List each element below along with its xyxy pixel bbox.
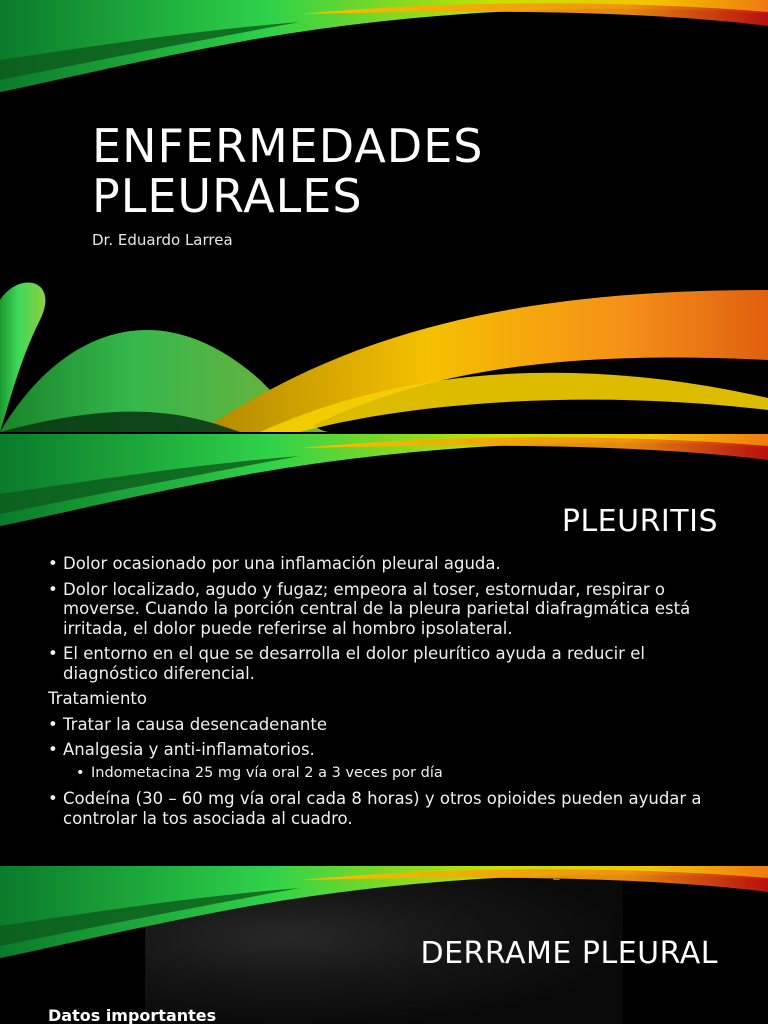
title-line-2: PLEURALES — [92, 169, 363, 223]
title-line-1: ENFERMEDADES — [92, 119, 484, 173]
slide-title-heading — [92, 121, 483, 221]
treatment-list — [48, 715, 728, 829]
list-item: • El entorno en el que se desarrolla el dolor pleurítico ayuda a reducir el diagnóstico diferencial. — [48, 644, 728, 683]
slide-heading: DERRAME PLEURAL — [420, 936, 718, 971]
list-item: • Codeína (30 – 60 mg vía oral cada 8 horas) y otros opioides pueden ayudar a controlar la tos asociada al cuadro. — [48, 789, 728, 828]
author-subtitle: Dr. Eduardo Larrea — [92, 231, 233, 249]
symptom-list — [48, 554, 728, 683]
slide-heading: PLEURITIS — [561, 504, 718, 539]
slide-title — [0, 0, 768, 432]
sub-list-item: • Indometacina 25 mg vía oral 2 a 3 veces por día — [48, 764, 728, 784]
list-item: • Dolor localizado, agudo y fugaz; empeora al toser, estornudar, respirar o moverse. Cuando la porción central de la pleura parietal diafragmática está irritada, el dolor puede referirse al hombro ipsolateral. — [48, 580, 728, 639]
treatment-label: Tratamiento — [48, 689, 147, 708]
slide-pleuritis — [0, 434, 768, 864]
list-item: • Tratar la causa desencadenante — [48, 715, 728, 735]
list-item: • Analgesia y anti-inflamatorios. — [48, 740, 728, 760]
slide-derrame-pleural — [0, 866, 768, 1024]
slide-body — [48, 554, 728, 834]
list-item: • Dolor ocasionado por una inflamación pleural aguda. — [48, 554, 728, 574]
section-heading: Datos importantes — [48, 1006, 217, 1024]
